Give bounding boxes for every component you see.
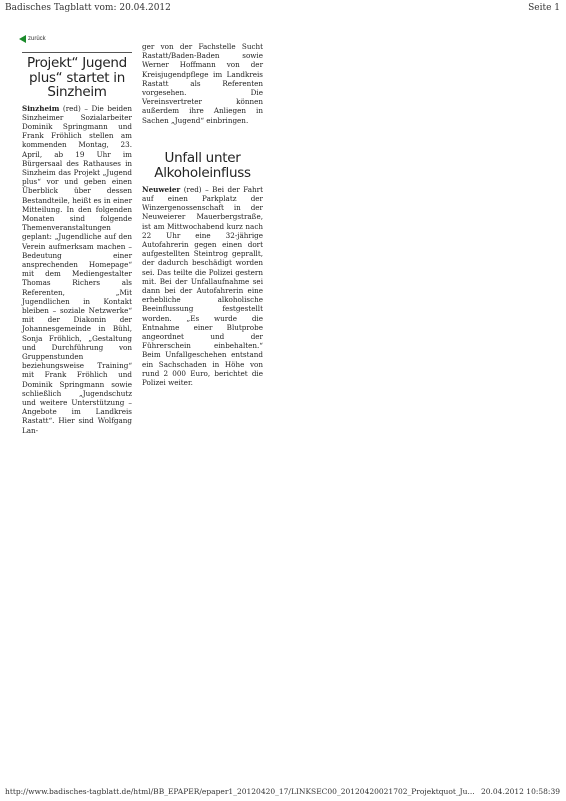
back-arrow-icon: [19, 35, 26, 43]
article-headline-unfall: Unfall unter Alkoholeinfluss: [154, 149, 251, 181]
back-link-label: zurück: [28, 36, 46, 42]
article-body-text: (red) – Die beiden Sinzheimer Sozialarbeiter Dominik Springmann und Frank Fröhlich stellen am kommenden Montag, 23. April, ab 19 Uhr im Bürgersaal des Rathauses in Sinzheim das Projekt „Jugend plus“ vor und geben einen Überblick über dessen Bestandteile, heißt es in einer Mitteilung. In den folgenden Monaten sind folgende Themenveranstaltungen geplant: „Jugendliche auf den Verein aufmerksam machen – Bedeutung einer ansprechenden Homepage“ mit dem Mediengestalter Thomas Richers als Referenten, „Mit Jugendlichen in Kontakt bleiben – soziale Netzwerke“ mit der Diakonin der Johannesgemeinde in Bühl, Sonja Fröhlich, „Gestaltung und Durchführung von Gruppenstunden beziehungsweise Training“ mit Frank Fröhlich und Dominik Springmann sowie schließlich „Jugendschutz und weitere Unterstützung – Angebote im Landkreis Rastatt“. Hier sind Wolfgang Lan-: [22, 103, 132, 435]
back-link[interactable]: [19, 35, 46, 43]
article-location-unfall: Neuweier: [142, 184, 181, 194]
article-body: [22, 104, 132, 435]
article-location: Sinzheim: [22, 103, 60, 113]
article-continuation-column: [142, 42, 263, 387]
print-timestamp: 20.04.2012 10:58:39: [480, 787, 560, 796]
article-body-unfall: [142, 185, 263, 387]
source-url: http://www.badisches-tagblatt.de/html/BB_EPAPER/epaper1_20120420_17/LINKSEC00_20120420021702_Projektquot_Ju...: [5, 787, 475, 796]
page-number: Seite 1: [528, 3, 560, 13]
article-continuation: ger von der Fachstelle Sucht Rastatt/Baden-Baden sowie Werner Hoffmann von der Kreisjugendpflege im Landkreis Rastatt als Referenten vorgesehen. Die Vereinsvertreter können außerdem ihre Anliegen in Sachen „Jugend“ einbringen.: [142, 42, 263, 125]
divider: [22, 52, 132, 53]
article-body-text-unfall: (red) – Bei der Fahrt auf einen Parkplatz der Winzergenossenschaft in der Neuweierer Mauerbergstraße, ist am Mittwochabend kurz nach 22 Uhr eine 32-jährige Autofahrerin gegen einen dort aufgestellten Steintrog geprallt, der dadurch beschädigt worden sei. Das teilte die Polizei gestern mit. Bei der Unfallaufnahme sei dann bei der Autofahrerin eine erhebliche alkoholische Beeinflussung festgestellt worden. „Es wurde die Entnahme einer Blutprobe angeordnet und der Führerschein einbehalten.“ Beim Unfallgeschehen entstand ein Sachschaden in Höhe von rund 2 000 Euro, berichtet die Polizei weiter.: [142, 184, 263, 388]
document-title: Badisches Tagblatt vom: 20.04.2012: [5, 3, 171, 13]
article-headline: Projekt“ Jugend plus“ startet in Sinzheim: [27, 55, 127, 100]
article-projekt-column: [22, 52, 132, 435]
